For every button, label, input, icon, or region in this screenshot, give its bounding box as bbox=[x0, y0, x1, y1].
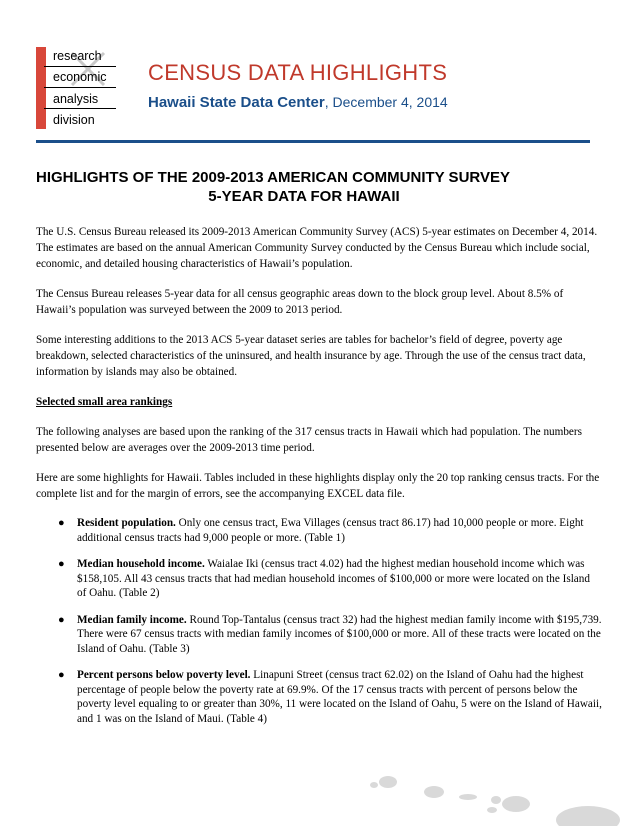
logo-rule bbox=[44, 108, 116, 109]
logo-rule bbox=[44, 66, 116, 67]
intro-paragraph: The U.S. Census Bureau released its 2009-2013 American Community Survey (ACS) 5-year estimates on December 4, 2014. The estimates are based on the annual American Community Survey conducted by the Census Bureau which include social, economic, and detailed housing characteristics of Hawaii’s population. bbox=[36, 226, 598, 270]
bullet-icon: ● bbox=[58, 613, 65, 626]
heading-line-2: 5-YEAR DATA FOR HAWAII bbox=[208, 188, 400, 205]
bullet-icon: ● bbox=[58, 558, 65, 570]
logo-word-analysis: analysis bbox=[53, 92, 99, 106]
heading-line-1: HIGHLIGHTS OF THE 2009-2013 AMERICAN COMMUNITY SURVEY bbox=[36, 169, 510, 186]
page-subtitle bbox=[148, 94, 448, 111]
hawaii-islands-watermark-icon bbox=[356, 770, 628, 826]
logo-rule bbox=[44, 87, 116, 88]
bullet-text: Only one census tract, Ewa Villages (census tract 86.17) had 10,000 people or more. Eight additional census tracts had 9,000 people or more. (Table 1) bbox=[77, 517, 584, 544]
additions-paragraph: Some interesting additions to the 2013 ACS 5-year dataset series are tables for bachelor’s field of degree, poverty age breakdown, selected characteristics of the uninsured, and health insurance by age. Through the use of the census tract data, information by islands may also be obtained. bbox=[36, 334, 586, 378]
section-title: Selected small area rankings bbox=[36, 396, 173, 408]
bullet-heading: Percent persons below poverty level. bbox=[77, 669, 251, 681]
highlights-paragraph: Here are some highlights for Hawaii. Tables included in these highlights display only the 20 top ranking census tracts. For the complete list and for the margin of errors, see the accompanying EXCEL data file. bbox=[36, 472, 600, 500]
page-title: CENSUS DATA HIGHLIGHTS bbox=[148, 60, 448, 85]
bullet-text: Waialae Iki (census tract 4.02) had the highest median household income which was $158,105. All 43 census tracts that had median household incomes of $100,000 or more were located on the Island of Oahu. (Table 2) bbox=[77, 558, 590, 599]
logo-word-research: research bbox=[53, 49, 102, 63]
highlights-list bbox=[36, 516, 602, 726]
bullet-heading: Median family income. bbox=[77, 613, 187, 626]
list-item bbox=[36, 613, 602, 657]
bullet-text: Round Top-Tantalus (census tract 32) had the highest median family income with $195,739. There were 67 census tracts with median family incomes of $100,000 or more. All of these tracts were located on the Island of Oahu. (Table 3) bbox=[77, 613, 602, 655]
logo-word-division: division bbox=[53, 113, 95, 127]
rankings-paragraph: The following analyses are based upon the ranking of the 317 census tracts in Hawaii which had population. The numbers presented below are averages over the 2009-2013 time period. bbox=[36, 426, 582, 454]
read-logo bbox=[36, 47, 116, 129]
document-body bbox=[36, 224, 602, 738]
bullet-icon: ● bbox=[58, 517, 65, 529]
subtitle-date: , December 4, 2014 bbox=[324, 94, 448, 110]
document-heading bbox=[36, 168, 602, 206]
list-item bbox=[36, 557, 602, 601]
list-item bbox=[36, 516, 602, 545]
bullet-heading: Resident population. bbox=[77, 517, 176, 529]
bullet-heading: Median household income. bbox=[77, 558, 205, 570]
subtitle-org: Hawaii State Data Center bbox=[148, 94, 325, 111]
list-item bbox=[36, 668, 602, 726]
header-divider bbox=[36, 140, 590, 143]
bullet-text: Linapuni Street (census tract 62.02) on the Island of Oahu had the highest percentage of people below the poverty rate at 69.9%. Of the 17 census tracts with percent of persons below the poverty level equaling to or greater than 30%, 11 were located on the Island of Oahu, 5 were on the Island of Hawaii, and 1 was on the Island of Maui. (Table 4) bbox=[77, 669, 602, 725]
logo-word-economic: economic bbox=[53, 70, 107, 84]
survey-paragraph: The Census Bureau releases 5-year data for all census geographic areas down to the block group level. About 8.5% of Hawaii’s population was surveyed between the 2009 to 2013 period. bbox=[36, 288, 564, 316]
logo-red-bar bbox=[36, 47, 46, 129]
bullet-icon: ● bbox=[58, 669, 65, 681]
